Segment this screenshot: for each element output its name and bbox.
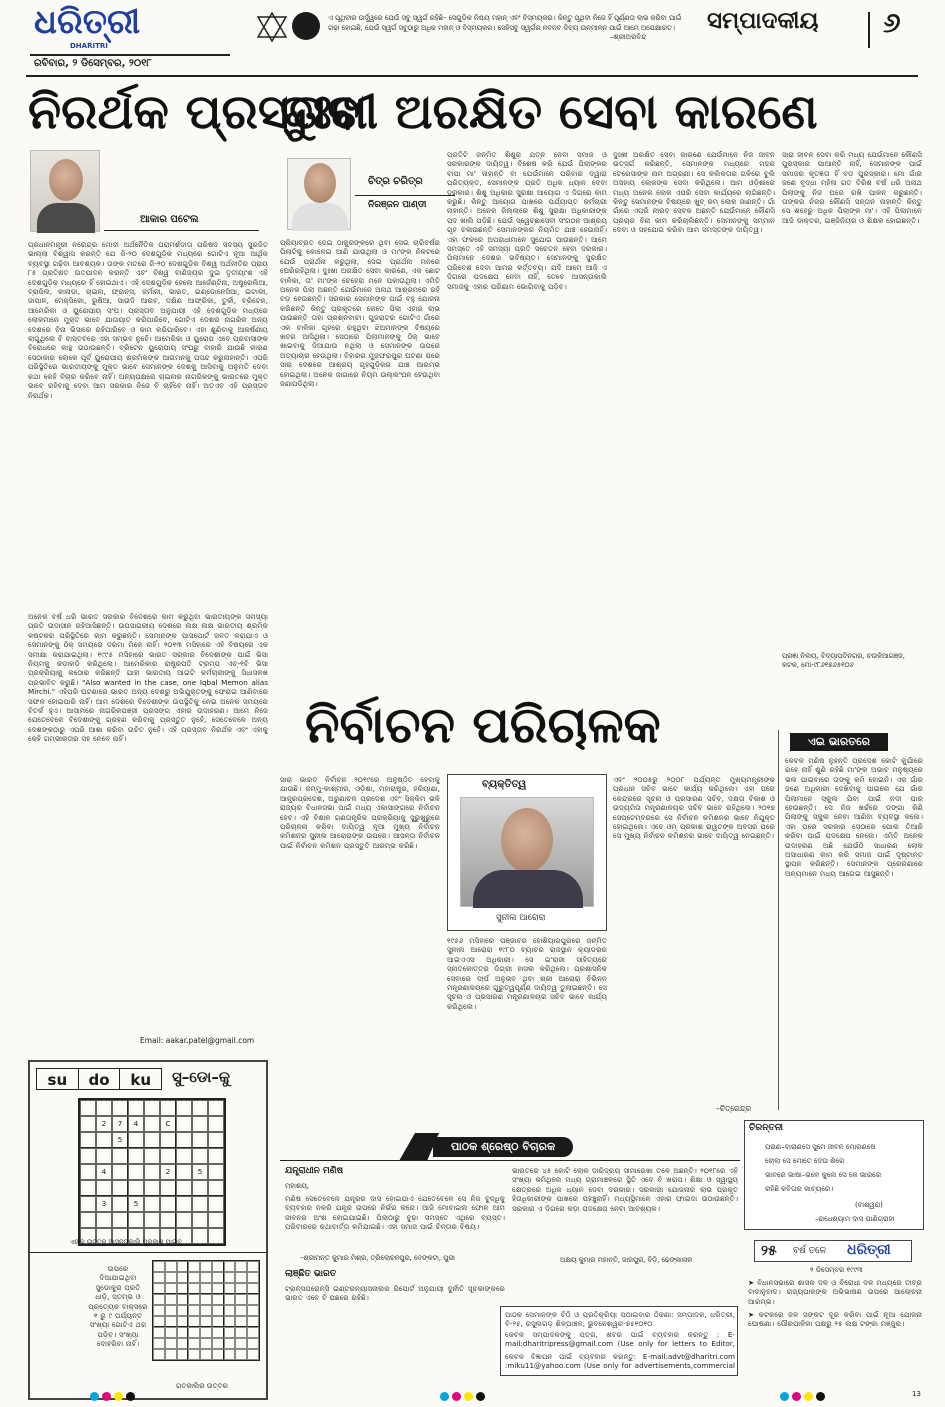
sudoku-cell[interactable] bbox=[208, 1164, 224, 1180]
sudoku-answer-cell bbox=[188, 1305, 200, 1316]
sudoku-cell[interactable] bbox=[176, 1196, 192, 1212]
sidebar-divider bbox=[778, 730, 779, 1110]
sudoku-cell[interactable] bbox=[80, 1100, 96, 1116]
sudoku-cell[interactable] bbox=[176, 1100, 192, 1116]
sudoku-answer-cell bbox=[200, 1272, 212, 1283]
sudoku-cell[interactable] bbox=[192, 1180, 208, 1196]
sudoku-cell[interactable] bbox=[160, 1196, 176, 1212]
sudoku-answer-cell bbox=[165, 1338, 177, 1349]
masthead-logo: ଧରିତ୍ରୀ bbox=[34, 2, 141, 42]
sudoku-answer-cell bbox=[247, 1261, 259, 1272]
masthead-underline bbox=[30, 54, 230, 56]
sudoku-answer-cell bbox=[165, 1272, 177, 1283]
article3-col1: ସାରା ଭାରତ ନିର୍ବାଚନ ୨୦୧୯ରେ ଅନୁଷ୍ଠିତ ହେବାକୁ ଯାଉଛି। ଜମ୍ମୁ-କାଶ୍ମୀର, ଓଡ଼ିଶା, ମହାରାଷ୍ଟ୍ର, ହରିୟାଣା, ଆନ୍ଧ୍ରପ୍ରଦେଶ, ଅରୁଣାଚଳ ପ୍ରଦେଶ ଏବଂ ସିକ୍କିମ ଭଳି ରାଜ୍ୟର ବିଧାନସଭା ପାଇଁ ମଧ୍ୟ ଏକାସାଙ୍ଗରେ ନିର୍ବାଚନ ହେବ। ଏହି ବିଶାଳ ଗଣତାନ୍ତ୍ରିକ ପ୍ରକ୍ରିୟାକୁ ସୁରୁଖୁରୁରେ ପରିଚାଳନା କରିବା ଦାୟିତ୍ୱ ନୂଆ ମୁଖ୍ୟ ନିର୍ବାଚନ କମିଶନର ସୁନୀଲ ଆରୋରାଙ୍କ ଉପରେ। ଆସନ୍ତା ନିର୍ବାଚନ ପାଇଁ ନିର୍ବାଚନ କମିଶନ ପ୍ରସ୍ତୁତି ଆରମ୍ଭ କରିଛି। bbox=[280, 775, 440, 850]
history-title-num: ୨୫ bbox=[761, 1243, 777, 1259]
print-registration-marks bbox=[0, 1388, 945, 1407]
sudoku-answer-cell bbox=[165, 1283, 177, 1294]
sudoku-answer-cell bbox=[224, 1338, 236, 1349]
sudoku-cell[interactable]: 5 bbox=[112, 1132, 128, 1148]
sudoku-answer-cell bbox=[153, 1294, 165, 1305]
sudoku-answer-cell bbox=[153, 1349, 165, 1360]
article1-author: ଆକାର ପଟେଲ bbox=[140, 214, 199, 225]
sudoku-answer-cell bbox=[177, 1316, 189, 1327]
sudoku-answer-cell bbox=[200, 1316, 212, 1327]
masthead bbox=[0, 0, 945, 88]
sudoku-answer-cell bbox=[200, 1338, 212, 1349]
sudoku-cell[interactable] bbox=[208, 1132, 224, 1148]
sudoku-cell[interactable] bbox=[144, 1132, 160, 1148]
article1-headline: ନିରର୍ଥକ ପ୍ରସ୍ତାବ bbox=[28, 84, 361, 140]
sudoku-cell[interactable] bbox=[144, 1116, 160, 1132]
sudoku-cell[interactable] bbox=[144, 1196, 160, 1212]
sudoku-answer-cell bbox=[165, 1294, 177, 1305]
history-title-box bbox=[754, 1240, 912, 1262]
masthead-bottom-rule bbox=[26, 75, 918, 77]
article3-signoff: –ଚିତ୍ରେନ୍ଦ୍ର bbox=[716, 1104, 752, 1113]
sudoku-cell[interactable] bbox=[192, 1148, 208, 1164]
sudoku-cell[interactable] bbox=[96, 1180, 112, 1196]
sudoku-cell[interactable] bbox=[128, 1100, 144, 1116]
sudoku-cell[interactable] bbox=[112, 1212, 128, 1228]
sudoku-answer-cell bbox=[224, 1272, 236, 1283]
contact-line-3: କେବଳ ବିଜ୍ଞାପନ ପାଇଁ ବ୍ୟବହାର କରନ୍ତୁ: E-mail:advt@dharitri.com :miku11@yahoo.com (Use only for advertisements,commercial bbox=[505, 1352, 735, 1371]
sudoku-cell[interactable] bbox=[176, 1180, 192, 1196]
letters-col2-body: ଭାରତରେ ୪୫ କୋଟି ଲୋକ ଦାରିଦ୍ର୍ୟ ସୀମାରେଖା ତଳେ ଅଛନ୍ତି। ୨୦୧୮ରେ ଏହି ସଂଖ୍ୟା କମିଥିଲେ ମଧ୍ୟ ଗ୍ରାମାଞ୍ଚଳରେ ସ୍ଥିତି ଏବେ ବି ଖରାପ। ଶିକ୍ଷା ଓ ସ୍ୱାସ୍ଥ୍ୟ କ୍ଷେତ୍ରରେ ଅଧିକ ଧ୍ୟାନ ଦେବା ଦରକାର। ସରକାରୀ ଯୋଜନାର ଲାଭ ପ୍ରକୃତ ହିତାଧିକାରୀଙ୍କ ପାଖରେ ପହଞ୍ଚୁନାହିଁ। ମଧ୍ୟସ୍ଥିମାନେ ଏହାର ଫାଇଦା ଉଠାଉଛନ୍ତି। ସରକାର ଏ ଦିଗରେ କଡ଼ା ପଦକ୍ଷେପ ନେବା ଆବଶ୍ୟକ। bbox=[512, 1166, 738, 1213]
article3-photo-frame bbox=[447, 774, 607, 931]
sudoku-cell[interactable] bbox=[176, 1212, 192, 1228]
history-item-1: ➤ ବିଧାନସଭାରେ ଶାସକ ଦଳ ଓ ବିରୋଧୀ ଦଳ ମଧ୍ୟରେ ତୀବ୍ର ବାଦାନୁବାଦ। ରାଜ୍ୟପାଳଙ୍କ ଅଭିଭାଷଣ ଉପରେ ଆଲୋଚନା ଆରମ୍ଭ। bbox=[748, 1278, 922, 1306]
sudoku-cell[interactable] bbox=[128, 1212, 144, 1228]
letter-1-salutation: ମହାଶୟ, bbox=[285, 1182, 310, 1190]
article2-col2: ପ୍ରତିଟି ଜନ୍ମିତ ଶିଶୁର ଯତ୍ନ ନେବା ସମାଜ ଓ ସରକାରଙ୍କ ଦାୟିତ୍ୱ। ବିଶେଷ କରି ଯେଉଁ ପିଲାଙ୍କର ବାପା ମା' ନାହାନ୍ତି ବା ଯେଉଁମାନେ ପରିବାର ଦ୍ୱାରା ପରିତ୍ୟକ୍ତ, ସେମାନଙ୍କ ପ୍ରତି ଅଧିକ ଧ୍ୟାନ ଦେବା ଦରକାର। ଶିଶୁ ଅଧିକାର ସୁରକ୍ଷା ଆୟୋଗ ଏ ଦିଗରେ କାମ କରୁଛି। କିନ୍ତୁ ଆୟୋଗ ପାଖରେ ପର୍ଯ୍ୟାପ୍ତ କର୍ମଚାରୀ ନାହାନ୍ତି। ଅନେକ ଜିଲ୍ଲାରେ ଶିଶୁ ସୁରକ୍ଷା ଅଧିକାରୀଙ୍କ ପଦ ଖାଲି ପଡ଼ିଛି। ଯେଉଁ ସ୍ୱେଚ୍ଛାସେବୀ ସଂଗଠନ ଆଶ୍ରୟ ଗୃହ ଚଳାଉଛନ୍ତି ସେମାନଙ୍କର ନିୟମିତ ଯାଞ୍ଚ ହେଉନାହିଁ। ଏହା ଫଳରେ ଅପରାଧୀମାନେ ସୁଯୋଗ ପାଉଛନ୍ତି। ଆମେ ସମସ୍ତେ ଏହି ସମସ୍ୟା ପ୍ରତି ସଚେତନ ହେବା ଦରକାର। ପିଲାମାନେ ଦେଶର ଭବିଷ୍ୟତ। ସେମାନଙ୍କୁ ସୁରକ୍ଷିତ ପରିବେଶ ଦେବା ଆମର କର୍ତ୍ତବ୍ୟ। ଯଦି ଆମେ ଆଜି ଏ ଦିଗରେ ପଦକ୍ଷେପ ନେବା ନାହିଁ, ତେବେ ଆସନ୍ତାକାଲି ସମାଜକୁ ଏହାର ପରିଣାମ ଭୋଗିବାକୁ ପଡ଼ିବ। bbox=[447, 150, 607, 291]
sudoku-cell[interactable]: 5 bbox=[128, 1196, 144, 1212]
sudoku-answer-cell bbox=[177, 1338, 189, 1349]
sudoku-cell[interactable] bbox=[160, 1212, 176, 1228]
history-title-text: ବର୍ଷ ତଳେ bbox=[793, 1246, 827, 1256]
sudoku-cell[interactable] bbox=[80, 1212, 96, 1228]
sudoku-answer-cell bbox=[177, 1272, 189, 1283]
sudoku-cell[interactable] bbox=[80, 1180, 96, 1196]
sudoku-answer-cell bbox=[200, 1294, 212, 1305]
sudoku-answer-cell bbox=[153, 1272, 165, 1283]
sudoku-cell[interactable] bbox=[208, 1180, 224, 1196]
letter-2-title: ଲାଞ୍ଛିତ ଭାରତ bbox=[285, 1269, 337, 1279]
sudoku-answer-cell bbox=[188, 1261, 200, 1272]
article1-body: ପ୍ରଧାନମନ୍ତ୍ରୀ ନରେନ୍ଦ୍ର ମୋଦୀ ଅର୍ଥନୈତିକ ପରାମର୍ଶଦାତା ପରିଷଦ ସଦସ୍ୟ ସୁରଜିତ ଭାଲ୍ଲା ବିଶ୍ୱାସ କରନ୍ତି ଯେ ଜି-୨୦ ଦେଶଗୁଡ଼ିକ ମଧ୍ୟରେ ଗୋଟିଏ ନୂଆ ଆର୍ଥିକ ବ୍ୟବସ୍ଥା ଗଢ଼ିବା ଆବଶ୍ୟକ। ତାଙ୍କ ମତରେ ଜି-୨୦ ଦେଶଗୁଡ଼ିକ ବିଶ୍ୱ ଅର୍ଥନୀତିର ପ୍ରାୟ ୮୫ ପ୍ରତିଶତ ଉତ୍ପାଦନ କରନ୍ତି ଏବଂ ବିଶ୍ୱ ବାଣିଜ୍ୟର ଦୁଇ ତୃତୀୟାଂଶ ଏହି ଦେଶଗୁଡ଼ିକ ମଧ୍ୟରେ ହିଁ ହୋଇଥାଏ। ଏହି ଦେଶଗୁଡ଼ିକ ହେଲେ ଆର୍ଜେଣ୍ଟିନା, ଅଷ୍ଟ୍ରେଲିଆ, ବ୍ରାଜିଲ, କାନାଡା, ଚାଇନା, ଫ୍ରାନ୍ସ, ଜର୍ମାନୀ, ଭାରତ, ଇଣ୍ଡୋନେସିଆ, ଇଟାଲୀ, ଜାପାନ, ମେକ୍ସିକୋ, ରୁଷିଆ, ସାଉଦି ଆରବ, ଦକ୍ଷିଣ ଆଫ୍ରିକା, ତୁର୍କୀ, ବ୍ରିଟେନ, ଆମେରିକା ଓ ୟୁରୋପୀୟ ସଂଘ। ପ୍ରସ୍ତାବ ଅନୁଯାୟୀ ଏହି ଦେଶଗୁଡ଼ିକ ମଧ୍ୟରେ ଲୋକମାନେ ମୁକ୍ତ ଭାବେ ଯାତାୟାତ କରିପାରିବେ, ଗୋଟିଏ ଦେଶର ନାଗରିକ ଅନ୍ୟ ଦେଶରେ ବିନା ଭିସାରେ ରହିପାରିବେ ଓ କାମ କରିପାରିବେ। ଏହା ଶୁଣିବାକୁ ଆକର୍ଷଣୀୟ ଲାଗୁଥିଲେ ବି ବାସ୍ତବରେ ଏହା ସମ୍ଭବ ନୁହେଁ। ଆମେରିକା ଓ ୟୁରୋପ ଏବେ ପ୍ରବାସୀଙ୍କ ବିରୋଧରେ କାନ୍ଥ ଉଠାଉଛନ୍ତି। ବ୍ରିଟେନ ୟୁରୋପୀୟ ସଂଘରୁ ବାହାରି ଯାଉଛି କାରଣ ସେଠାକାର ଲୋକେ ପୂର୍ବ ୟୁରୋପୀୟ ଶ୍ରମିକଙ୍କ ଆଗମନକୁ ପସନ୍ଦ କରୁନାହାନ୍ତି। ଏପରି ପରିସ୍ଥିତିରେ ଭାରତୀୟଙ୍କୁ ମୁକ୍ତ ଭାବେ ସେମାନଙ୍କ ଦେଶକୁ ଆସିବାକୁ ଅନୁମତି ଦେବା କଥା କେହି ବିଚାର କରିବେ ନାହିଁ। ଅନ୍ୟପକ୍ଷରେ ଚାଇନାର ନାଗରିକଙ୍କୁ ଭାରତରେ ମୁକ୍ତ ଭାବେ ରହିବାକୁ ଦେବା ଆମ ସରକାର ନିଜେ ବି ଚାହିଁବେ ନାହିଁ। ଅତଏବ ଏହି ପ୍ରସ୍ତାବ ନିରର୍ଥକ। bbox=[28, 240, 268, 400]
author-photo-niranjan bbox=[287, 158, 351, 230]
sudoku-cell[interactable] bbox=[160, 1148, 176, 1164]
sudoku-cell[interactable] bbox=[112, 1180, 128, 1196]
sudoku-box bbox=[28, 1060, 268, 1400]
sudoku-answer-cell bbox=[200, 1349, 212, 1360]
letter-1-title: ଯନ୍ତ୍ରାଧୀନ ମଣିଷ bbox=[285, 1166, 344, 1176]
letters-col2-sender: ଅକ୍ଷୟ କୁମାର ମହାନ୍ତି, ଜାଜପୁର, ବିଡ଼ି, ଢେଙ୍କାନାଳ bbox=[560, 1256, 693, 1264]
sudoku-answer-cell bbox=[224, 1327, 236, 1338]
sudoku-cell[interactable] bbox=[176, 1164, 192, 1180]
sudoku-answer-cell bbox=[188, 1294, 200, 1305]
history-box bbox=[744, 1240, 924, 1390]
poem-line-2: ଚୋଲା ସେ ମୋତେ ଦେଉ ଶିରେ bbox=[765, 1157, 845, 1165]
article3-col2: ୧୯୫୬ ମସିହାରେ ପଞ୍ଜାବର ହୋଶିୟାରପୁରରେ ଜନ୍ମିତ ସୁନୀଲ ଆରୋରା ୧୯୮୦ ବ୍ୟାଚର ରାଜସ୍ଥାନ କ୍ୟାଡରର ଆଇଏଏସ ଅଧିକାରୀ। ସେ ଇଂରାଜୀ ସାହିତ୍ୟରେ ସ୍ନାତକୋତ୍ତର ଡିଗ୍ରୀ ହାସଲ କରିଥିଲେ। ପ୍ରଶାସନିକ ସେବାରେ ଦୀର୍ଘ ଅନୁଭବ ଥିବା ଶ୍ରୀ ଆରୋରା ବିଭିନ୍ନ ମନ୍ତ୍ରଣାଳୟରେ ଗୁରୁତ୍ୱପୂର୍ଣ୍ଣ ଦାୟିତ୍ୱ ତୁଲାଇଛନ୍ତି। ସେ ସୂଚନା ଓ ପ୍ରସାରଣ ମନ୍ତ୍ରଣାଳୟର ସଚିବ ଭାବେ କାର୍ଯ୍ୟ କରିଥିଲେ। bbox=[447, 936, 607, 1011]
sudoku-cell[interactable] bbox=[96, 1148, 112, 1164]
sudoku-cell[interactable] bbox=[112, 1100, 128, 1116]
sudoku-answer-cell bbox=[224, 1294, 236, 1305]
sudoku-cell[interactable] bbox=[208, 1196, 224, 1212]
sudoku-answer-cell bbox=[224, 1349, 236, 1360]
sudoku-answer-cell bbox=[235, 1338, 247, 1349]
sudoku-cell[interactable] bbox=[112, 1148, 128, 1164]
sudoku-cell[interactable] bbox=[112, 1196, 128, 1212]
sudoku-answer-cell bbox=[188, 1349, 200, 1360]
sudoku-answer-cell bbox=[247, 1349, 259, 1360]
letters-header-rule bbox=[280, 1160, 740, 1161]
poem-line-3: ଭାବରେ ଭାଷା–ଭଳେ କୁଲେ ସେ କେ ଭାରରେ bbox=[765, 1171, 881, 1179]
letter-1-sender: –ଶ୍ରୀମନ୍ତ କୁମାର ମିଶ୍ର, ତ୍ରିଲୋଚନପୁର, ବେଙ୍କଟା, ପୁରୀ bbox=[300, 1254, 455, 1262]
sudoku-answer-cell bbox=[247, 1327, 259, 1338]
letters-header bbox=[399, 1133, 599, 1161]
sudoku-answer-cell bbox=[212, 1283, 224, 1294]
sudoku-answer-cell bbox=[200, 1261, 212, 1272]
sudoku-answer-cell bbox=[235, 1283, 247, 1294]
section-title: ସମ୍ପାଦକୀୟ bbox=[707, 8, 819, 34]
sudoku-cell[interactable] bbox=[208, 1212, 224, 1228]
sudoku-cell[interactable] bbox=[80, 1132, 96, 1148]
masthead-quote: ଏ ପୃଥିବୀର ଉର୍ଦ୍ଧ୍ୱରେ ଯେଉଁ ସବୁ ସ୍ୱର୍ଗ ରହିଛି– ସେଗୁଡ଼ିକ ନିଶ୍ଚୟ ମହାନ୍ ଏବଂ ବିସ୍ମୟକର। କିନ୍ତୁ ପୃଥିବୀ ନିଜେ ହିଁ ପୂର୍ଣ୍ଣତା ଲାଭ କରିବା ପାଇଁ ଗଢ଼ା ହୋଇଛି, ଯେଉଁ ସ୍ୱର୍ଗ ସବୁଠାରୁ ଅଧିକ ମହାନ୍ ଓ ବିସ୍ମୟକର। ସେହିସବୁ ସ୍ୱର୍ଗର ନବନବ ଦିବ୍ୟ ଉନ୍ମୀଳନ ପାଇଁ ଆମେ ଅପେକ୍ଷାରତ। bbox=[328, 14, 682, 32]
sudoku-cell[interactable] bbox=[128, 1164, 144, 1180]
article3-headline: ନିର୍ବାଚନ ପରିଚାଳକ bbox=[305, 696, 661, 754]
letter-2-body: ଟ୍ରାନ୍ସପରେନ୍ସି ଇଣ୍ଟରନ୍ୟାସନାଲର ରିପୋର୍ଟ ଅନୁଯାୟୀ ଦୁର୍ନୀତି ସୂଚକାଙ୍କରେ ଭାରତ ଏବେ ବି ପଛରେ ରହିଛି। bbox=[285, 1284, 505, 1303]
sudoku-answer-cell bbox=[200, 1327, 212, 1338]
sudoku-answer-cell bbox=[212, 1305, 224, 1316]
star-emblem-icon bbox=[257, 12, 287, 42]
article3-photo-caption: ସୁନୀଲ ଆରୋରା bbox=[496, 913, 546, 923]
sudoku-answer-cell bbox=[188, 1316, 200, 1327]
sudoku-cell[interactable] bbox=[192, 1228, 208, 1244]
history-item-2: ➤ କଟକରେ ଜଳ ସଙ୍କଟ ଦୂର କରିବା ପାଇଁ ନୂଆ ଯୋଜନା ଘୋଷଣା। ପୌରପାଳିକା ପକ୍ଷରୁ ୨୫ ଲକ୍ଷ ଟଙ୍କା ମଞ୍ଜୁର। bbox=[748, 1310, 922, 1329]
sudoku-answer-cell bbox=[200, 1283, 212, 1294]
article1-author-rule bbox=[104, 230, 259, 231]
sudoku-answer-cell bbox=[188, 1338, 200, 1349]
contact-line-1: ପାଠକ ସେମାନଙ୍କ ଚିଠି ଓ ପ୍ରତିକ୍ରିୟା ପଠାଇବାର ଠିକଣା: ସମ୍ପାଦକ, ଧରିତ୍ରୀ, ବି-୨୫, ରସୁଲଗଡ଼ ଶିଳ୍ପାଞ୍ଚଳ, ଭୁବନେଶ୍ୱର-୭୫୧୦୧୦ bbox=[505, 1310, 735, 1329]
sudoku-answer-label: ଗତକାଲିର ଉତ୍ତର bbox=[176, 1382, 228, 1390]
sudoku-answer-grid bbox=[152, 1260, 260, 1361]
article1-body-continued: ଅନେକ ବର୍ଷ ଧରି ଭାରତ ସରକାର ବିଦେଶରେ କାମ କରୁଥିବା ଭାରତୀୟଙ୍କ ସମସ୍ୟା ପ୍ରତି ଉଦାସୀନ ରହିଆସିଛନ୍ତି। ଉପସାଗରୀୟ ଦେଶରେ ଲକ୍ଷ ଲକ୍ଷ ଭାରତୀୟ ଶ୍ରମିକ କଷ୍ଟକର ପରିସ୍ଥିତିରେ କାମ କରୁଛନ୍ତି। ସେମାନଙ୍କ ପାସପୋର୍ଟ ଜବତ କରାଯାଏ ଓ ସେମାନଙ୍କୁ ଠିକ୍ ସମୟରେ ଦରମା ମିଳେ ନାହିଁ। ୨୦୧୩ ମସିହାରେ ଏହି ବିଷୟରେ ଏକ ସମୀକ୍ଷା କରାଯାଇଥିଲା। ୧୯୯୫ ମସିହାରେ ଭାରତ ସରକାର ବିଦେଶୀଙ୍କ ପାଇଁ ଭିସା ନିୟମକୁ କଡ଼ାକଡ଼ି କରିଥିଲେ। ଆମେରିକାର ରାଷ୍ଟ୍ରପତି ଟ୍ରମ୍ପ ଏଚ୍-୧ବି ଭିସା ପ୍ରକ୍ରିୟାକୁ କଠୋର କରିଛନ୍ତି ଯାହା ଭାରତୀୟ ଆଇଟି କର୍ମଚାରୀଙ୍କୁ ସିଧାସଳଖ ପ୍ରଭାବିତ କରୁଛି। "Also wanted in the case, one Iqbal Memon alias Mirchi." ଏହିପରି ଘଟଣାରେ ଭାରତ ଅନ୍ୟ ଦେଶରୁ ଅଭିଯୁକ୍ତଙ୍କୁ ଫେରାଇ ଆଣିବାରେ ସଫଳ ହୋଇପାରି ନାହିଁ। ଆମ ଦେଶରେ ବିଦେଶୀଙ୍କ ଉପସ୍ଥିତିକୁ ନେଇ ଅନେକ ସମୟରେ ବିତର୍କ ହୁଏ। ଆସାମରେ ନାଗରିକପଞ୍ଜୀ ପ୍ରସଙ୍ଗ ଏହାର ଉଦାହରଣ। ଆମେ ନିଜେ ଯେତେବେଳେ ବିଦେଶୀଙ୍କୁ ଗ୍ରହଣ କରିବାକୁ ପ୍ରସ୍ତୁତ ନୁହେଁ, ସେତେବେଳେ ଅନ୍ୟ ଦେଶଙ୍କଠାରୁ ଏପରି ଆଶା କରିବା ଉଚିତ ନୁହେଁ। ଏହି ପ୍ରସ୍ତାବ ନିରର୍ଥକ ଏବଂ ଏହାକୁ କେହି ଗମ୍ଭୀରତାର ସହ ନେବେ ନାହିଁ। bbox=[28, 612, 268, 744]
sudoku-answer-cell bbox=[235, 1261, 247, 1272]
sudoku-answer-cell bbox=[247, 1305, 259, 1316]
sudoku-cell[interactable] bbox=[208, 1116, 224, 1132]
sudoku-answer-cell bbox=[165, 1305, 177, 1316]
sudoku-answer-cell bbox=[247, 1272, 259, 1283]
poem-author: –ରାଧେଶ୍ୟାମ ଦାସ ପାଣିଗ୍ରାହୀ bbox=[815, 1215, 895, 1223]
sudoku-cell[interactable] bbox=[176, 1148, 192, 1164]
history-logo: ଧରିତ୍ରୀ bbox=[847, 1242, 891, 1258]
sudoku-cell[interactable]: 4 bbox=[96, 1164, 112, 1180]
sudoku-cell[interactable] bbox=[128, 1132, 144, 1148]
sudoku-answer-cell bbox=[177, 1349, 189, 1360]
article2-headline: ଦୁଃଖୀ ଅରକ୍ଷିତ ସେବା କାରଣେ bbox=[280, 84, 818, 140]
sudoku-cell[interactable] bbox=[144, 1180, 160, 1196]
article3-col3: ଏବଂ ୨୦୦୫ରୁ ୨୦୦୮ ପର୍ଯ୍ୟନ୍ତ ମୁଖ୍ୟମନ୍ତ୍ରୀଙ୍କ ପ୍ରଧାନ ସଚିବ ଭାବେ କାର୍ଯ୍ୟ କରିଥିଲେ। ଏହା ପରେ କେନ୍ଦ୍ରରେ ସୂଚନା ଓ ପ୍ରସାରଣ ସଚିବ, ଦକ୍ଷତା ବିକାଶ ଓ ଉଦ୍ୟମିତା ମନ୍ତ୍ରଣାଳୟର ସଚିବ ଭାବେ ରହିଥିଲେ। ୨୦୧୭ ସେପ୍ଟେମ୍ବରରେ ସେ ନିର୍ବାଚନ କମିଶନର ଭାବେ ନିଯୁକ୍ତ ହୋଇଥିଲେ। ଏବେ ଓମ୍ ପ୍ରକାଶ ରାୱତଙ୍କ ଅବସର ପରେ ସେ ମୁଖ୍ୟ ନିର୍ବାଚନ କମିଶନର ଭାବେ ଦାୟିତ୍ୱ ନେଇଛନ୍ତି। bbox=[613, 775, 775, 841]
sidebar-body: କେବଳ ମଣିଷ ନୁହନ୍ତି ପ୍ରଦେଶ କୋଟି କୁଯାଁରେ ରହେ ନାହିଁ ଶୁଣି ରହିଛି ମା'ଙ୍କ ଅଭାବ ମନୁଷ୍ୟରେ ଭଲ ପାଇବାରେ ତାଙ୍କୁ କମି ହୋଇନି। ଏକ ଗାଁର ଜଣେ ଅଧିକାରୀ ଦେଖିବାକୁ ପାଇଲେ ଯେ ଗାଁର ପିଲାମାନେ ସ୍କୁଲ ଯିବା ପାଇଁ ନଦୀ ପାର ହେଉଛନ୍ତି। ସେ ନିଜ ଖର୍ଚ୍ଚରେ ଡଙ୍ଗା କିଣି ପିଲାଙ୍କୁ ସ୍କୁଲ ନେବା ଆଣିବା ବ୍ୟବସ୍ଥା କଲେ। ଏହା ପରେ ସରକାର ସେଠାରେ ପୋଲ ତିଆରି କରିବା ପାଇଁ ପଦକ୍ଷେପ ନେଲେ। ଏମିତି ଅନେକ ଉଦାହରଣ ଅଛି ଯେଉଁଠି ସାଧାରଣ ଲୋକ ଅସାଧାରଣ କାମ କରି ସମାଜ ପାଇଁ ଦୃଷ୍ଟାନ୍ତ ସ୍ଥାପନ କରିଛନ୍ତି। ସେମାନଙ୍କ ପ୍ରେରଣାରେ ଅନ୍ୟମାନେ ମଧ୍ୟ ଆଗେଇ ଆସୁଛନ୍ତି। bbox=[785, 756, 923, 878]
article2-col1: ପ୍ରିୟାବ୍ରତ ଦେଇ ଠାକୁରଙ୍କରେ ଥିବା ସେଇ ଚାରିବର୍ଷର ପିଲାଟିକୁ କୋଳେଇ ଆଣି ଯାଉଥିଲା ଓ ମା'ଙ୍କ ନିକଟରେ ଯେଉଁ ପ୍ରାର୍ଥନା କରୁଥିଲା, ସେଇ ପ୍ରାର୍ଥନା ମନରେ ଘେରିରହିଥିଲା। ଦୁଃଖୀ ଅରକ୍ଷିତ ସେବା କାରଣେ, ଏକ ଛୋଟ ବାଳିକା, ତା' ମା'ଙ୍କ ଚେହେରା ମନେ ପକାଉଥିଲା। ଏମିତି ଅନେକ ପିଲା ଅଛନ୍ତି ଯେଉଁମାନେ ଅନାଥ ଆଶ୍ରମରେ ରହି ବଡ଼ ହେଉଛନ୍ତି। ସରକାର ସେମାନଙ୍କ ପାଇଁ ବହୁ ଯୋଜନା କରିଛନ୍ତି କିନ୍ତୁ ପ୍ରକୃତରେ କେତେ ପିଲା ଏହାର ଲାଭ ପାଉଛନ୍ତି ତାହା ପ୍ରଶ୍ନବାଚୀ। ଗୁଜରାଟର ଗୋଟିଏ ଗାଁରେ ଏକ ବାଳିକା ଗୃହରେ ରହୁଥିବା ଝିଅମାନଙ୍କ ବିଷୟରେ ଖବର ଆସିଥିଲା। ସେଠାରେ ପିଲାମାନଙ୍କୁ ଠିକ୍ ଭାବେ ଖାଇବାକୁ ଦିଆଯାଉ ନଥିଲା ଓ ସେମାନଙ୍କ ଉପରେ ଅତ୍ୟାଚାର ହେଉଥିଲା। ବିହାରର ମୁଜଫରପୁର ଘଟଣା ପରେ ସାରା ଦେଶରେ ଆଶ୍ରୟ ଗୃହଗୁଡ଼ିକର ଯାଞ୍ଚ ଆରମ୍ଭ ହୋଇଥିଲା। ଅନେକ ଜାଗାରେ ନିୟମ ଉଲ୍ଲଂଘନ ହେଉଥିବା ଜଣାପଡ଼ିଥିଲା। bbox=[280, 238, 440, 389]
sudoku-cell[interactable]: 5 bbox=[192, 1164, 208, 1180]
sudoku-answer-cell bbox=[188, 1283, 200, 1294]
sudoku-cell[interactable] bbox=[192, 1132, 208, 1148]
article3-kicker: ବ୍ୟକ୍ତିତ୍ୱ bbox=[482, 779, 527, 790]
sudoku-answer-cell bbox=[212, 1261, 224, 1272]
sudoku-cell[interactable] bbox=[144, 1148, 160, 1164]
sudoku-answer-cell bbox=[153, 1338, 165, 1349]
poem-line-1: ପରାଣ–ବାରାଣସେ ସୁମେ ଜୀବନ ମୋରଣଷେ bbox=[765, 1143, 876, 1151]
article2-kicker-rule bbox=[355, 195, 455, 196]
footer-page-num: 13 bbox=[912, 1390, 921, 1398]
sudoku-answer-cell bbox=[153, 1283, 165, 1294]
sudoku-answer-cell bbox=[224, 1316, 236, 1327]
sudoku-answer-cell bbox=[224, 1261, 236, 1272]
sudoku-cell[interactable] bbox=[192, 1196, 208, 1212]
sudoku-cell[interactable]: 4 bbox=[128, 1116, 144, 1132]
page-number: ୬ bbox=[883, 6, 901, 39]
sudoku-title-do: do bbox=[79, 1069, 121, 1089]
sudoku-cell[interactable] bbox=[192, 1212, 208, 1228]
sudoku-cell[interactable] bbox=[80, 1196, 96, 1212]
sudoku-cell[interactable] bbox=[208, 1100, 224, 1116]
sudoku-answer-cell bbox=[212, 1294, 224, 1305]
contact-box bbox=[500, 1306, 738, 1376]
sudoku-cell[interactable] bbox=[160, 1100, 176, 1116]
author-photo-aakar bbox=[30, 150, 100, 232]
poem-box bbox=[744, 1120, 924, 1230]
sudoku-cell[interactable] bbox=[80, 1116, 96, 1132]
sudoku-title-su: su bbox=[37, 1069, 79, 1089]
letters-label: ପାଠକ ଶ୍ରେଷ୍ଠ ବିଚାରକ bbox=[433, 1137, 573, 1157]
sudoku-answer-cell bbox=[165, 1349, 177, 1360]
sudoku-cell[interactable] bbox=[112, 1164, 128, 1180]
sudoku-answer-cell bbox=[177, 1261, 189, 1272]
sudoku-answer-cell bbox=[153, 1316, 165, 1327]
sudoku-cell[interactable] bbox=[96, 1100, 112, 1116]
sudoku-cell[interactable] bbox=[208, 1228, 224, 1244]
sudoku-answer-cell bbox=[212, 1327, 224, 1338]
article2-col4: ସାରା ଜୀବନ ସେବା କରି ମଧ୍ୟ ଯେଉଁମାନେ କୌଣସି ପୁରସ୍କାର ପାଆନ୍ତି ନାହିଁ, ସେମାନଙ୍କ ପାଇଁ ସମାଜର କୃତଜ୍ଞତା ହିଁ ବଡ଼ ପୁରସ୍କାର। ମୋ ଗାଁର ଜଣେ ବୃଦ୍ଧା ମହିଳା ଗତ ତିରିଶ ବର୍ଷ ଧରି ଅନାଥ ପିଲାଙ୍କୁ ନିଜ ଘରେ ରଖି ପାଳନ କରୁଛନ୍ତି। ତାଙ୍କର ନିଜର କୌଣସି ସନ୍ତାନ ନାହାନ୍ତି କିନ୍ତୁ ସେ ଶହେରୁ ଅଧିକ ପିଲାଙ୍କ ମା'। ଏହି ପିଲାମାନେ ଆଜି ଡାକ୍ତର, ଇଞ୍ଜିନିୟର ଓ ଶିକ୍ଷକ ହୋଇଛନ୍ତି। bbox=[782, 150, 922, 225]
masthead-logo-sub: DHARITRI bbox=[70, 42, 108, 50]
sudoku-cell[interactable] bbox=[128, 1180, 144, 1196]
masthead-quote-author: –ଶ୍ରୀଅରବିନ୍ଦ bbox=[610, 33, 647, 41]
sudoku-answer-cell bbox=[235, 1294, 247, 1305]
sudoku-answer-cell bbox=[200, 1305, 212, 1316]
sunil-arora-photo bbox=[460, 797, 594, 907]
sudoku-answer-cell bbox=[165, 1316, 177, 1327]
history-date: ୨ ଡିସେମ୍ବର ୧୯୯୩ bbox=[810, 1266, 863, 1274]
sudoku-cell[interactable]: 2 bbox=[160, 1164, 176, 1180]
sudoku-cell[interactable] bbox=[128, 1148, 144, 1164]
sudoku-answer-cell bbox=[235, 1305, 247, 1316]
sudoku-answer-cell bbox=[177, 1294, 189, 1305]
sudoku-cell[interactable] bbox=[144, 1100, 160, 1116]
article2-col3: ଦୁଃଖୀ ଅରକ୍ଷିତ ସେବା କାରଣେ ଯେଉଁମାନେ ନିଜ ଜୀବନ ଉତ୍ସର୍ଗ କରିଛନ୍ତି, ସେମାନଙ୍କ ମଧ୍ୟରେ ମଦର ଟେରେସାଙ୍କ ନାମ ଅଗ୍ରଣୀ। ସେ କଲିକତାର ଗଳିରେ ବୁଲି ଅସହାୟ ଲୋକଙ୍କ ସେବା କରିଥିଲେ। ଆମ ଓଡ଼ିଶାରେ ମଧ୍ୟ ଅନେକ ଲୋକ ଏପରି ସେବା କାର୍ଯ୍ୟରେ ଲାଗିଛନ୍ତି। କିନ୍ତୁ ସେମାନଙ୍କ ବିଷୟରେ ଖୁବ୍ କମ୍ ଲୋକ ଜାଣନ୍ତି। ଗାଁ ଗାଁରେ ଏପରି ନୀରବ ସେବକ ଅଛନ୍ତି ଯେଉଁମାନେ କୌଣସି ପ୍ରଚାର ବିନା କାମ କରିଚାଲିଛନ୍ତି। ସେମାନଙ୍କୁ ସମ୍ମାନ ଦେବା ଓ ସହଯୋଗ କରିବା ଆମ ସମସ୍ତଙ୍କ ଦାୟିତ୍ୱ। bbox=[613, 150, 775, 235]
sudoku-answer-cell bbox=[212, 1338, 224, 1349]
sudoku-answer-cell bbox=[235, 1316, 247, 1327]
sudoku-answer-cell bbox=[247, 1316, 259, 1327]
sudoku-answer-cell bbox=[212, 1272, 224, 1283]
sudoku-cell[interactable] bbox=[208, 1148, 224, 1164]
sudoku-answer-cell bbox=[247, 1294, 259, 1305]
poem-note: (ବାଶ୍ୱରା) bbox=[855, 1201, 883, 1209]
sudoku-answer-cell bbox=[165, 1327, 177, 1338]
sudoku-instructions: ଉପରେ ଦିଆଯାଇଥିବା ସୁଡୋକୁର ପ୍ରତି ଧାଡ଼ି, ସ୍ତମ୍ଭ ଓ ପ୍ରତ୍ୟେକ ବାକ୍ସରେ ୧ ରୁ ୯ ପର୍ଯ୍ୟନ୍ତ ସଂଖ୍ୟା ଗୋଟିଏ ଥର ପଡ଼ିବ। ସଂଖ୍ୟା ଦୋହରିବା ନାହିଁ। bbox=[88, 1264, 148, 1349]
sudoku-cell[interactable] bbox=[144, 1212, 160, 1228]
sudoku-cell[interactable]: 3 bbox=[96, 1196, 112, 1212]
sudoku-grid[interactable] bbox=[78, 1098, 226, 1246]
sudoku-answer-cell bbox=[153, 1327, 165, 1338]
article2-kicker: ଚିତ୍ର ଚରିତ୍ର bbox=[368, 176, 423, 187]
sudoku-cell[interactable] bbox=[80, 1148, 96, 1164]
sudoku-answer-cell bbox=[177, 1283, 189, 1294]
sudoku-answer-cell bbox=[153, 1261, 165, 1272]
sudoku-cell[interactable]: 7 bbox=[112, 1116, 128, 1132]
sudoku-cell[interactable] bbox=[96, 1212, 112, 1228]
sudoku-cell[interactable] bbox=[176, 1132, 192, 1148]
sudoku-cell[interactable] bbox=[176, 1116, 192, 1132]
sudoku-answer-cell bbox=[188, 1327, 200, 1338]
section-divider bbox=[868, 12, 870, 48]
sudoku-instructions-title: ଏହାର ଉତ୍ତର ଆସନ୍ତାକାଲି ପ୍ରକାଶ ପାଇବ bbox=[70, 1238, 182, 1246]
sidebar-heading: ଏଇ ଭାରତରେ bbox=[790, 733, 888, 751]
article2-signoff: ପ୍ରଜ୍ଞା ନିଲୟ, ବିଦ୍ୟାପତିନଗର, ଚଉଳିଆଗଞ୍ଜ, କଟକ, ମୋ-୯୮୬୧୭୬୫୧୦୬ bbox=[782, 652, 905, 669]
poem-line-4: ରହିଛି କବିତାର କାବ୍ୟରେ। bbox=[765, 1185, 834, 1193]
sudoku-answer-cell bbox=[188, 1272, 200, 1283]
sudoku-title-ku: ku bbox=[130, 1071, 151, 1089]
article1-email: Email: aakar.patel@gmail.com bbox=[140, 1036, 255, 1045]
sudoku-cell[interactable] bbox=[160, 1180, 176, 1196]
sudoku-cell[interactable] bbox=[80, 1164, 96, 1180]
sudoku-answer-cell bbox=[235, 1349, 247, 1360]
sudoku-answer-cell bbox=[247, 1338, 259, 1349]
contact-line-2: କେବଳ ସମ୍ପାଦକଙ୍କୁ ପତ୍ର, ଖବର ପାଇଁ ବ୍ୟବହାର କରନ୍ତୁ : E-mail:dharitripress@gmail.com (Use only for letters to Editor, bbox=[505, 1330, 735, 1349]
article2-author: ନିରଞ୍ଜନ ପାଣ୍ଡୀ bbox=[368, 200, 427, 210]
sudoku-answer-cell bbox=[165, 1261, 177, 1272]
letter-1-body: ମଣିଷ ସେତେବେଳେ ଯନ୍ତ୍ରର ଦାସ ହୋଇଯାଏ ଯେତେବେଳେ ସେ ନିଜ ବୁଦ୍ଧିକୁ ବ୍ୟବହାର ନକରି ଯନ୍ତ୍ର ଉପରେ ନିର୍ଭର କରେ। ଆଜି ମୋବାଇଲ ଫୋନ ଆମ ଜୀବନର ଅଂଶ ହୋଇଯାଇଛି। ପିଲାଠାରୁ ବୁଢ଼ା ସମସ୍ତେ ଏଥିରେ ବ୍ୟସ୍ତ। ପରିବାରରେ କଥାବାର୍ତ୍ତା କମିଯାଇଛି। ଏହା ସମାଜ ପାଇଁ ଚିନ୍ତାର ବିଷୟ। bbox=[285, 1194, 505, 1232]
poem-title: ଚିରନ୍ତନୀ bbox=[749, 1123, 784, 1133]
sudoku-answer-cell bbox=[212, 1349, 224, 1360]
sudoku-answer-cell bbox=[224, 1283, 236, 1294]
sudoku-answer-cell bbox=[177, 1327, 189, 1338]
sudoku-title-latin bbox=[36, 1068, 162, 1090]
sudoku-cell[interactable]: C bbox=[160, 1116, 176, 1132]
sudoku-cell[interactable]: 2 bbox=[96, 1116, 112, 1132]
sudoku-title: ସୁ–ଡୋ–କୁ bbox=[172, 1068, 230, 1086]
sudoku-answer-cell bbox=[247, 1283, 259, 1294]
sudoku-answer-cell bbox=[235, 1327, 247, 1338]
sudoku-answer-cell bbox=[153, 1305, 165, 1316]
sudoku-cell[interactable] bbox=[96, 1132, 112, 1148]
sudoku-cell[interactable] bbox=[160, 1132, 176, 1148]
sudoku-cell[interactable] bbox=[192, 1100, 208, 1116]
sudoku-answer-cell bbox=[235, 1272, 247, 1283]
sudoku-inner-rule bbox=[30, 1252, 266, 1253]
sudoku-answer-cell bbox=[177, 1305, 189, 1316]
sudoku-cell[interactable] bbox=[192, 1116, 208, 1132]
org-emblem-icon bbox=[292, 12, 320, 40]
sudoku-answer-cell bbox=[212, 1316, 224, 1327]
sudoku-answer-cell bbox=[224, 1305, 236, 1316]
masthead-date: ରବିବାର, ୨ ଡିସେମ୍ବର, ୨୦୧୮ bbox=[34, 58, 152, 69]
sudoku-cell[interactable] bbox=[144, 1164, 160, 1180]
